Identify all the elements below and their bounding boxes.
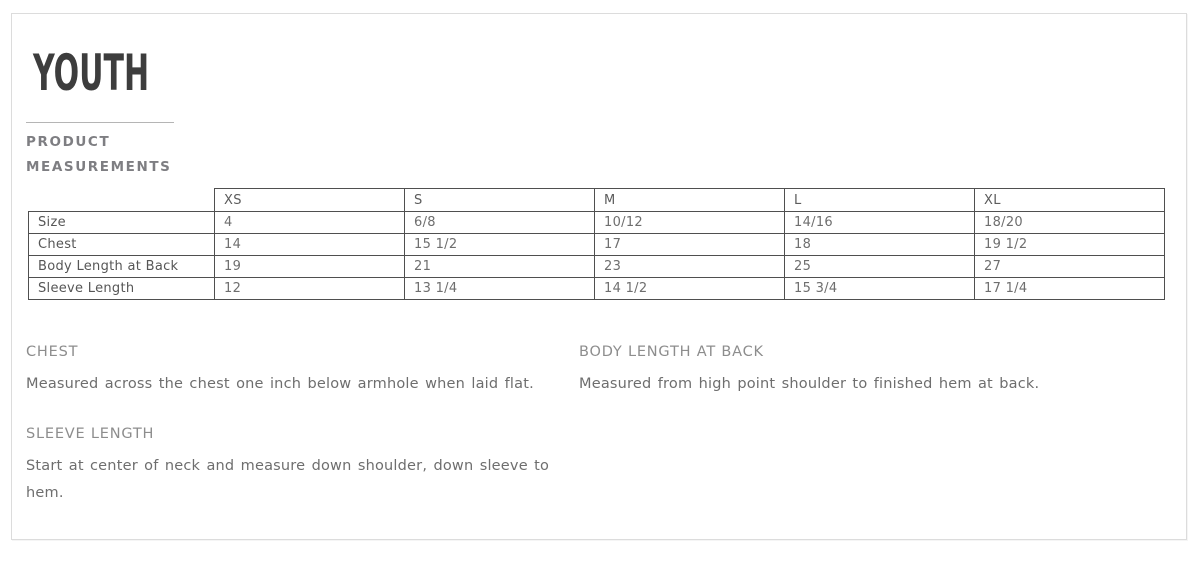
column-header-xl: XL <box>975 189 1165 212</box>
cell-bodylength-xs: 19 <box>215 256 405 278</box>
row-label: Chest <box>29 234 215 256</box>
table-header-row <box>29 189 1165 212</box>
column-header-s: S <box>405 189 595 212</box>
table-row-chest <box>29 234 1165 256</box>
title-divider <box>26 122 174 123</box>
page-title: YOUTH <box>33 44 150 102</box>
cell-bodylength-l: 25 <box>785 256 975 278</box>
table-row-sleeve-length <box>29 278 1165 300</box>
cell-chest-s: 15 1/2 <box>405 234 595 256</box>
cell-chest-xl: 19 1/2 <box>975 234 1165 256</box>
cell-bodylength-m: 23 <box>595 256 785 278</box>
definition-chest-text: Measured across the chest one inch below armhole when laid flat. <box>26 376 534 392</box>
size-chart-card <box>11 13 1187 540</box>
cell-size-l: 14/16 <box>785 212 975 234</box>
definition-sleeve-length-text: Start at center of neck and measure down shoulder, down sleeve to hem. <box>26 458 550 501</box>
row-label: Body Length at Back <box>29 256 215 278</box>
measurements-table <box>28 188 1165 300</box>
definition-sleeve-length <box>26 424 556 507</box>
cell-sleeve-m: 14 1/2 <box>595 278 785 300</box>
definition-chest-heading: CHEST <box>26 344 79 360</box>
cell-sleeve-l: 15 3/4 <box>785 278 975 300</box>
cell-bodylength-s: 21 <box>405 256 595 278</box>
table-corner-cell <box>29 189 215 212</box>
definition-body-length-heading: BODY LENGTH AT BACK <box>579 344 764 360</box>
cell-size-m: 10/12 <box>595 212 785 234</box>
section-subtitle: PRODUCT MEASUREMENTS <box>26 134 172 175</box>
column-header-xs: XS <box>215 189 405 212</box>
cell-sleeve-xl: 17 1/4 <box>975 278 1165 300</box>
cell-size-s: 6/8 <box>405 212 595 234</box>
definition-body-length <box>579 342 1149 398</box>
definition-body-length-text: Measured from high point shoulder to finished hem at back. <box>579 376 1040 392</box>
row-label: Size <box>29 212 215 234</box>
definition-chest <box>26 342 571 398</box>
row-label: Sleeve Length <box>29 278 215 300</box>
cell-chest-l: 18 <box>785 234 975 256</box>
cell-size-xl: 18/20 <box>975 212 1165 234</box>
cell-chest-xs: 14 <box>215 234 405 256</box>
cell-chest-m: 17 <box>595 234 785 256</box>
cell-sleeve-s: 13 1/4 <box>405 278 595 300</box>
cell-sleeve-xs: 12 <box>215 278 405 300</box>
table-row-size <box>29 212 1165 234</box>
column-header-l: L <box>785 189 975 212</box>
column-header-m: M <box>595 189 785 212</box>
definition-sleeve-length-heading: SLEEVE LENGTH <box>26 426 155 442</box>
table-row-body-length <box>29 256 1165 278</box>
cell-bodylength-xl: 27 <box>975 256 1165 278</box>
cell-size-xs: 4 <box>215 212 405 234</box>
